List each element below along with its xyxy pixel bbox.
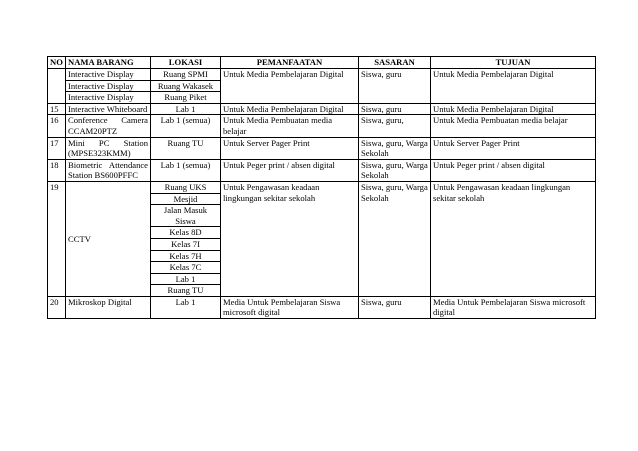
cell-no	[48, 69, 66, 104]
cell-sasaran: Siswa, guru, Warga Sekolah	[359, 159, 431, 181]
table-header-row	[48, 57, 596, 69]
cell-nama: Mikroskop Digital	[66, 296, 151, 318]
cell-nama: Interactive Display	[66, 69, 151, 81]
cell-lokasi: Jalan Masuk Siswa	[151, 205, 221, 227]
cell-lokasi: Mesjid	[151, 193, 221, 205]
cell-no: 15	[48, 103, 66, 115]
cell-tujuan: Untuk Server Pager Print	[431, 137, 596, 159]
cell-lokasi: Kelas 8D	[151, 227, 221, 239]
cell-sasaran: Siswa, guru	[359, 103, 431, 115]
cell-lokasi: Lab 1	[151, 273, 221, 285]
table-row	[48, 103, 596, 115]
cell-lokasi: Lab 1	[151, 103, 221, 115]
table-row	[48, 115, 596, 137]
document-page	[47, 56, 596, 319]
cell-nama: Mini PC Station (MPSE323KMM)	[66, 137, 151, 159]
cell-pemanfaatan: Media Untuk Pembelajaran Siswa microsoft digital	[221, 296, 359, 318]
header-lokasi: LOKASI	[151, 57, 221, 69]
cell-pemanfaatan: Untuk Peger print / absen digital	[221, 159, 359, 181]
cell-nama: CCTV	[66, 181, 151, 296]
inventory-table	[47, 56, 596, 319]
cell-lokasi: Kelas 7C	[151, 262, 221, 274]
cell-tujuan: Untuk Peger print / absen digital	[431, 159, 596, 181]
cell-lokasi: Ruang SPMI	[151, 69, 221, 81]
cell-no: 16	[48, 115, 66, 137]
cell-no: 17	[48, 137, 66, 159]
cell-pemanfaatan: Untuk Media Pembelajaran Digital	[221, 69, 359, 104]
table-row	[48, 181, 596, 193]
cell-nama: Conference Camera CCAM20PTZ	[66, 115, 151, 137]
cell-lokasi: Ruang UKS	[151, 181, 221, 193]
cell-sasaran: Siswa, guru	[359, 296, 431, 318]
cell-lokasi: Lab 1	[151, 296, 221, 318]
cell-lokasi: Ruang Wakasek	[151, 80, 221, 92]
cell-lokasi: Kelas 7I	[151, 238, 221, 250]
cell-no: 18	[48, 159, 66, 181]
cell-lokasi: Lab 1 (semua)	[151, 115, 221, 137]
cell-nama: Interactive Display	[66, 92, 151, 104]
cell-tujuan: Media Untuk Pembelajaran Siswa microsoft digital	[431, 296, 596, 318]
cell-tujuan: Untuk Media Pembuatan media belajar	[431, 115, 596, 137]
header-tujuan: TUJUAN	[431, 57, 596, 69]
cell-sasaran: Siswa, guru, Warga Sekolah	[359, 181, 431, 296]
cell-sasaran: Siswa, guru,	[359, 115, 431, 137]
cell-pemanfaatan: Untuk Media Pembelajaran Digital	[221, 103, 359, 115]
table-row	[48, 159, 596, 181]
cell-lokasi: Ruang TU	[151, 285, 221, 297]
table-row	[48, 296, 596, 318]
header-sasaran: SASARAN	[359, 57, 431, 69]
cell-lokasi: Ruang TU	[151, 137, 221, 159]
cell-lokasi: Lab 1 (semua)	[151, 159, 221, 181]
table-row	[48, 69, 596, 81]
cell-pemanfaatan: Untuk Media Pembuatan media belajar	[221, 115, 359, 137]
cell-no: 19	[48, 181, 66, 296]
cell-nama: Biometric Attendance Station BS600PFFC	[66, 159, 151, 181]
header-no: NO	[48, 57, 66, 69]
cell-tujuan: Untuk Pengawasan keadaan lingkungan sekitar sekolah	[431, 181, 596, 296]
cell-nama: Interactive Whiteboard	[66, 103, 151, 115]
cell-pemanfaatan: Untuk Server Pager Print	[221, 137, 359, 159]
header-nama-barang: NAMA BARANG	[66, 57, 151, 69]
header-pemanfaatan: PEMANFAATAN	[221, 57, 359, 69]
table-row	[48, 137, 596, 159]
cell-pemanfaatan: Untuk Pengawasan keadaan lingkungan sekitar sekolah	[221, 181, 359, 296]
cell-sasaran: Siswa, guru	[359, 69, 431, 104]
cell-sasaran: Siswa, guru, Warga Sekolah	[359, 137, 431, 159]
cell-nama: Interactive Display	[66, 80, 151, 92]
cell-lokasi: Ruang Piket	[151, 92, 221, 104]
cell-no: 20	[48, 296, 66, 318]
cell-tujuan: Untuk Media Pembelajaran Digital	[431, 103, 596, 115]
cell-lokasi: Kelas 7H	[151, 250, 221, 262]
cell-tujuan: Untuk Media Pembelajaran Digital	[431, 69, 596, 104]
